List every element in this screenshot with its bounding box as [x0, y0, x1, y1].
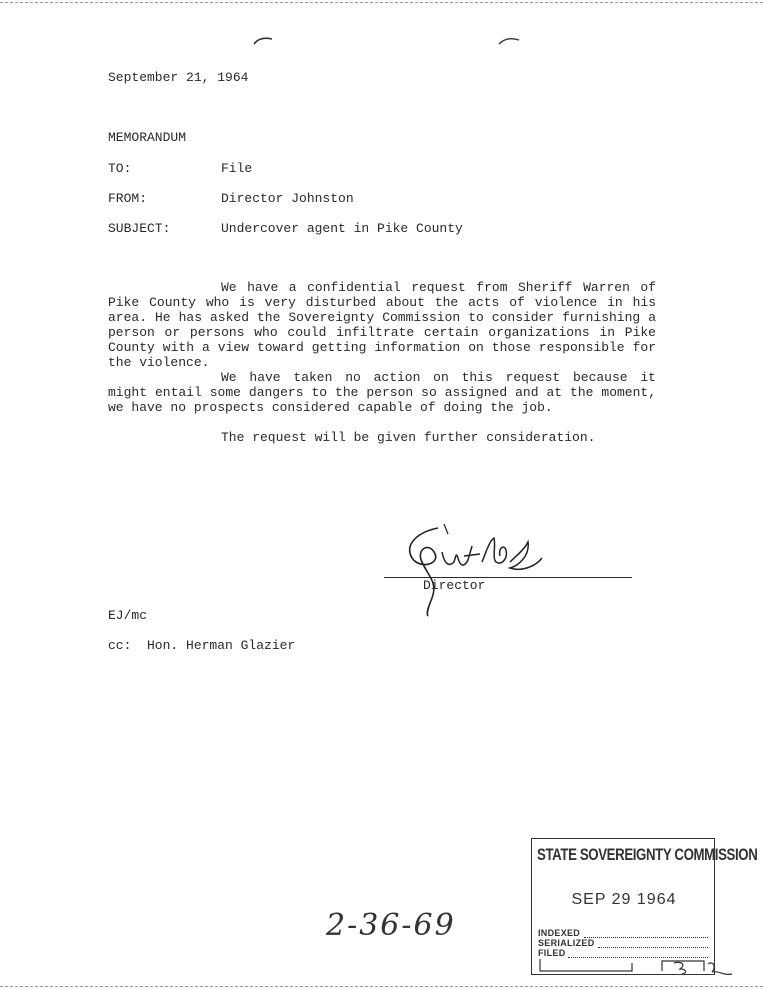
- signature-title: Director: [423, 578, 486, 593]
- subject-value: Undercover agent in Pike County: [221, 221, 463, 236]
- stamp-filing-boxes: [536, 957, 712, 975]
- commission-stamp: [531, 838, 758, 975]
- from-label: FROM:: [108, 191, 148, 206]
- from-value: Director Johnston: [221, 191, 354, 206]
- director-signature: [398, 522, 548, 618]
- memo-heading: MEMORANDUM: [108, 130, 187, 145]
- stamp-date: SEP 29 1964: [571, 891, 677, 908]
- page-top-edge: [0, 2, 763, 3]
- stamp-filed-label: FILED: [538, 948, 566, 958]
- subject-label: SUBJECT:: [108, 221, 171, 236]
- body-paragraph-2: We have taken no action on this request because it might entail some dangers to the person so assigned and at the moment, we have no prospects considered capable of doing the job.: [108, 370, 656, 415]
- stamp-title: STATE SOVEREIGNTY COMMISSION: [537, 845, 758, 864]
- stamp-corner-scribble: [706, 958, 736, 980]
- signature-line: [384, 577, 632, 578]
- stamp-indexed-label: INDEXED: [538, 928, 581, 938]
- handwritten-file-number: 2-36-69: [326, 908, 456, 943]
- carbon-copy: cc: Hon. Herman Glazier: [108, 638, 296, 653]
- stamp-serialized-label: SERIALIZED: [538, 938, 595, 948]
- body-paragraph-1: We have a confidential request from Sheriff Warren of Pike County who is very disturbed about the acts of violence in his area. He has asked the Sovereignty Commission to consider furnishing a person or persons who could infiltrate certain organizations in Pike County with a view toward getting information on those responsible for the violence.: [108, 280, 656, 370]
- to-label: TO:: [108, 161, 132, 176]
- top-mark-left: [252, 34, 274, 46]
- stamp-serialized-line: [598, 947, 708, 948]
- typist-initials: EJ/mc: [108, 608, 148, 623]
- page-bottom-edge: [0, 986, 763, 987]
- to-value: File: [221, 161, 253, 176]
- memo-date: September 21, 1964: [108, 70, 249, 85]
- stamp-indexed-line: [584, 937, 708, 938]
- top-mark-right: [497, 34, 521, 46]
- body-paragraph-3: The request will be given further consideration.: [221, 430, 596, 445]
